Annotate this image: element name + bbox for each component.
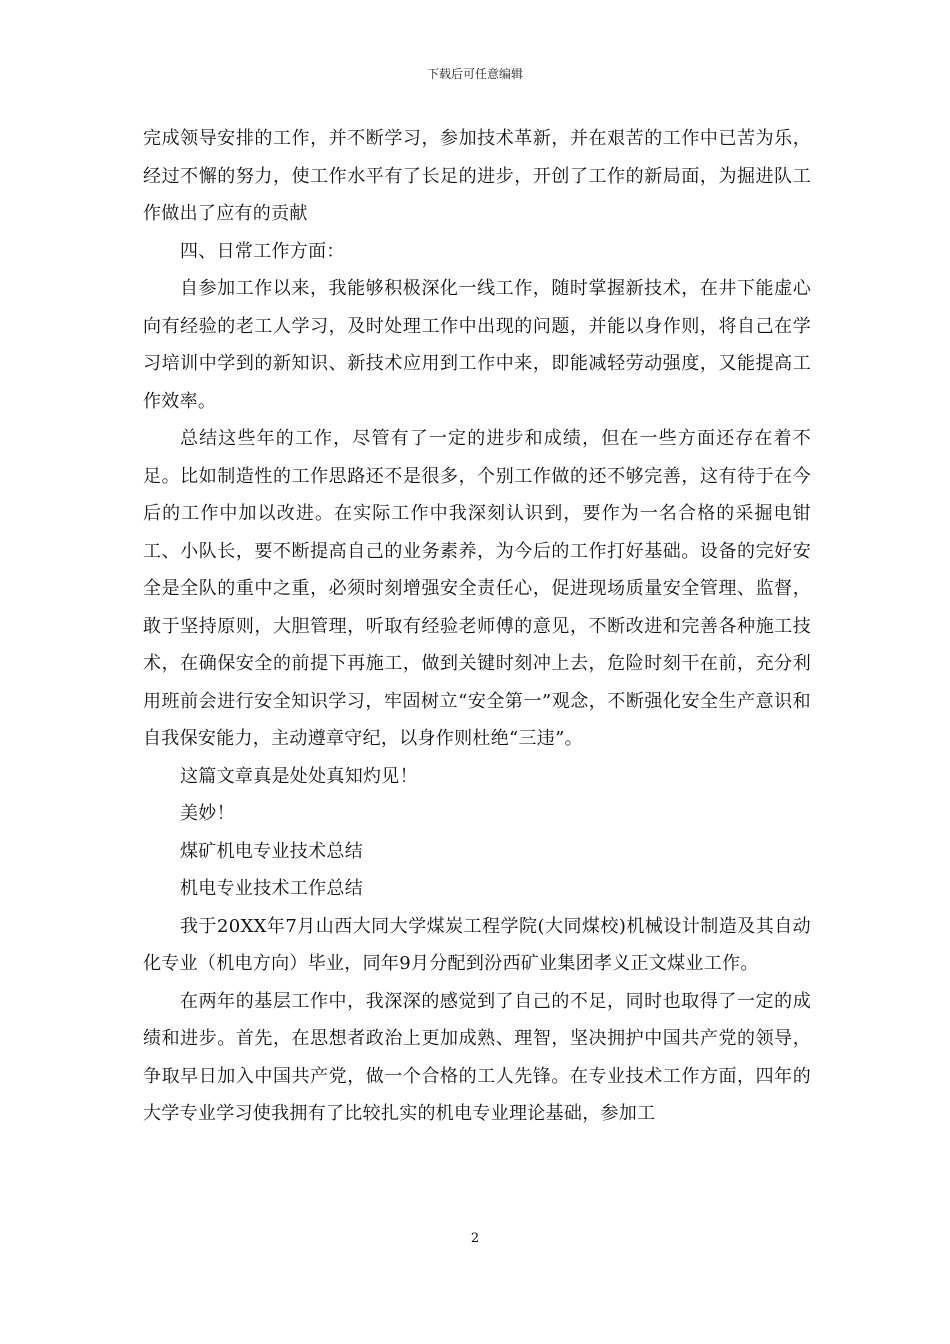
section-title: 煤矿机电专业技术总结 (180, 840, 363, 862)
page-number: 2 (470, 1231, 480, 1246)
section-heading: 四、日常工作方面： (180, 240, 345, 262)
section-title: 机电专业技术工作总结 (180, 878, 363, 899)
paragraph: 完成领导安排的工作，并不断学习，参加技术革新，并在艰苦的工作中已苦为乐，经过不懈的努力，使工作水平有了长足的进步，开创了工作的新局面，为掘进队工作做出了应有的贡献 (143, 128, 811, 224)
paragraph: 我于20XX年7月山西大同大学煤炭工程学院(大同煤校)机械设计制造及其自动化专业（机电方向）毕业，同年9月分配到汾西矿业集团孝义正文煤业工作。 (143, 915, 811, 974)
paragraph: 在两年的基层工作中，我深深的感觉到了自己的不足，同时也取得了一定的成绩和进步。首先，在思想者政治上更加成熟、理智，坚决拥护中国共产党的领导，争取早日加入中国共产党，做一个合格的工人先锋。在专业技术工作方面，四年的大学专业学习使我拥有了比较扎实的机电专业理论基础，参加工 (143, 990, 811, 1124)
document-body (143, 120, 811, 1133)
paragraph: 这篇文章真是处处真知灼见！ (180, 765, 418, 787)
paragraph: 自参加工作以来，我能够积极深化一线工作，随时掌握新技术，在井下能虚心向有经验的老工人学习，及时处理工作中出现的问题，并能以身作则，将自己在学习培训中学到的新知识、新技术应用到工作中来，即能减轻劳动强度，又能提高工作效率。 (143, 278, 811, 412)
paragraph: 总结这些年的工作，尽管有了一定的进步和成绩，但在一些方面还存在着不足。比如制造性的工作思路还不是很多，个别工作做的还不够完善，这有待于在今后的工作中加以改进。在实际工作中我深刻认识到，要作为一名合格的采掘电钳工、小队长，要不断提高自己的业务素养，为今后的工作打好基础。设备的完好安全是全队的重中之重，必须时刻增强安全责任心，促进现场质量安全管理、监督，敢于坚持原则，大胆管理，听取有经验老师傅的意见，不断改进和完善各种施工技术，在确保安全的前提下再施工，做到关键时刻冲上去，危险时刻干在前，充分利用班前会进行安全知识学习，牢固树立“安全第一”观念，不断强化安全生产意识和自我保安能力，主动遵章守纪，以身作则杜绝“三违”。 (143, 428, 811, 749)
page-header: 下载后可任意编辑 (426, 67, 523, 81)
paragraph: 美妙！ (180, 803, 235, 824)
